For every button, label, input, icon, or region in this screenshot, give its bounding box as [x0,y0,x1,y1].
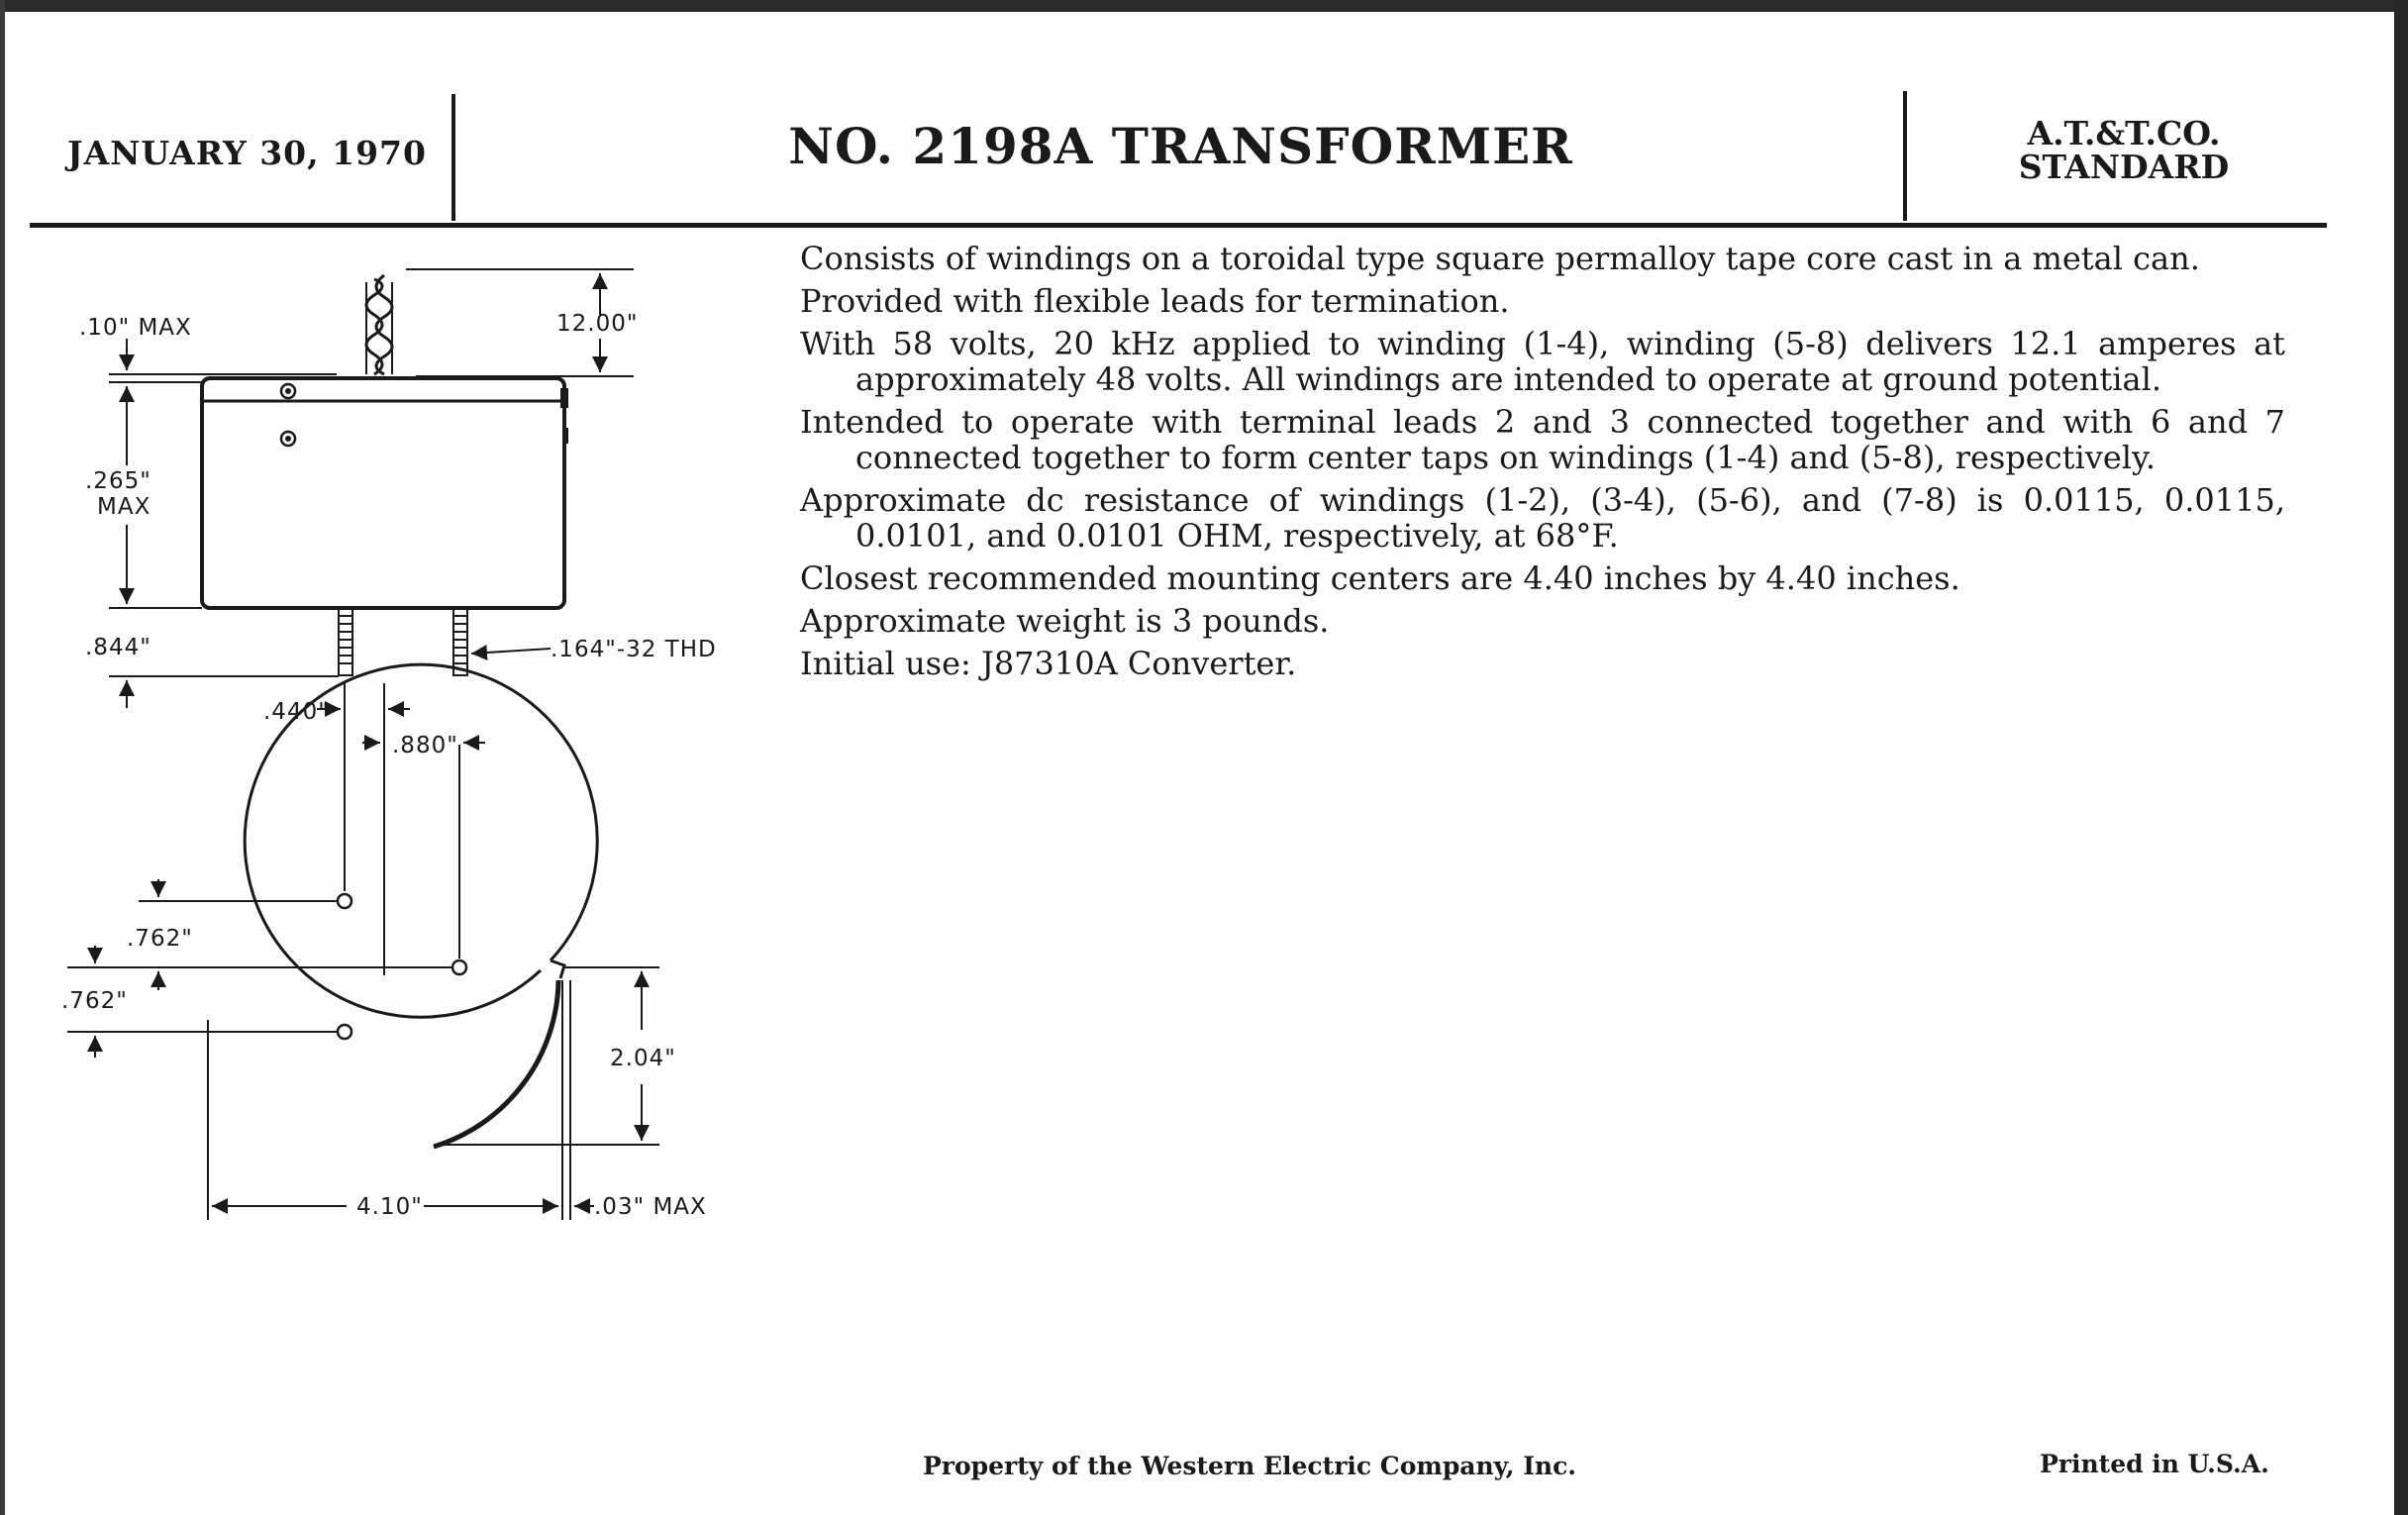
terminal-icon [338,1025,351,1039]
description-paragraph: Approximate weight is 3 pounds. [800,602,1330,640]
standard-label-line2: STANDARD [2018,148,2230,186]
braided-lead-icon [366,275,392,374]
description-paragraph: Provided with flexible leads for termination. [800,282,1510,320]
diameter-dimension: 4.10" [356,1194,423,1220]
spacing-upper-dimension: .762" [127,926,193,952]
issue-date: JANUARY 30, 1970 [67,134,427,172]
lead-max-dimension: .10" MAX [79,315,192,341]
half-diameter-dimension: 2.04" [610,1046,676,1071]
description-paragraph: Intended to operate with terminal leads 2 and 3 connected together and with 6 and 7 connected together to form center taps on windings (1-4) and (5-8), respectively. [800,403,2285,476]
offset-880-dimension: .880" [392,733,458,758]
standard-label-line1: A.T.&T.CO. [2027,114,2221,152]
mounting-stud-icon [453,608,467,675]
description-paragraph: Closest recommended mounting centers are 4.40 inches by 4.40 inches. [800,559,1960,597]
can-body [202,378,564,608]
description-paragraph: Approximate dc resistance of windings (1-2), (3-4), (5-6), and (7-8) is 0.0115, 0.0115, 0.0101, and 0.0101 OHM, respectively, at 68°F. [800,481,2285,555]
description-paragraph: Initial use: J87310A Converter. [800,645,1297,682]
page-title: NO. 2198A TRANSFORMER [788,117,1573,175]
property-notice: Property of the Western Electric Company, Inc. [923,1452,1577,1480]
description-paragraph: Consists of windings on a toroidal type square permalloy tape core cast in a metal can. [800,240,2200,277]
can-height-dimension: .265" [85,468,151,494]
stud-length-dimension: .844" [85,635,151,660]
rim-max-dimension: .03" MAX [594,1194,707,1220]
spacing-lower-dimension: .762" [61,988,128,1014]
terminal-icon [452,960,466,974]
transformer-drawing [0,0,752,1277]
terminal-icon [338,894,351,908]
standard-label [1906,114,2342,186]
offset-440-dimension: .440" [263,699,330,725]
stud-thread-callout: .164"-32 THD [551,637,717,662]
printed-notice: Printed in U.S.A. [2040,1450,2269,1478]
mounting-stud-icon [339,608,352,675]
card-right-edge [2394,0,2408,1515]
description-paragraph: With 58 volts, 20 kHz applied to winding (1-4), winding (5-8) delivers 12.1 amperes at approximately 48 volts. All windings are intended to operate at ground potential. [800,325,2285,398]
can-height-suffix: MAX [97,494,151,520]
lead-length-dimension: 12.00" [556,311,639,337]
description-text [800,241,2285,688]
